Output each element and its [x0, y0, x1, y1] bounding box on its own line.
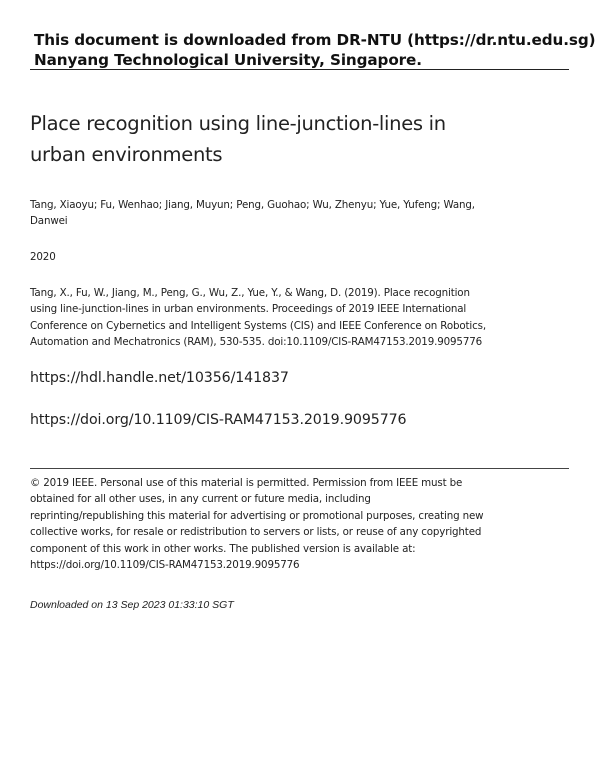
- handle-link[interactable]: https://hdl.handle.net/10356/141837: [30, 370, 289, 386]
- citation-block: [30, 285, 510, 351]
- title-line-2: urban environments: [30, 143, 223, 166]
- header-divider: [30, 69, 569, 70]
- title-line-1: Place recognition using line-junction-lines in: [30, 112, 446, 135]
- header-institution-line: Nanyang Technological University, Singapore.: [34, 51, 422, 69]
- download-timestamp: Downloaded on 13 Sep 2023 01:33:10 SGT: [30, 599, 234, 611]
- author-list: [30, 197, 500, 230]
- document-title: [30, 108, 490, 170]
- doi-link[interactable]: https://doi.org/10.1109/CIS-RAM47153.2019.9095776: [30, 412, 407, 428]
- copyright-line: obtained for all other uses, in any current or future media, including: [30, 493, 371, 506]
- copyright-divider: [30, 468, 569, 469]
- copyright-line: component of this work in other works. The published version is available at:: [30, 542, 416, 555]
- author-line-1: Tang, Xiaoyu; Fu, Wenhao; Jiang, Muyun; Peng, Guohao; Wu, Zhenyu; Yue, Yufeng; Wang,: [30, 199, 475, 211]
- citation-line: Automation and Mechatronics (RAM), 530-535. doi:10.1109/CIS-RAM47153.2019.9095776: [30, 336, 483, 349]
- copyright-line: collective works, for resale or redistribution to servers or lists, or reuse of any copyrighted: [30, 526, 482, 539]
- citation-line: Conference on Cybernetics and Intelligent Systems (CIS) and IEEE Conference on Robotics,: [30, 319, 486, 332]
- citation-line: Tang, X., Fu, W., Jiang, M., Peng, G., Wu, Z., Yue, Y., & Wang, D. (2019). Place recognition: [30, 287, 470, 299]
- publication-year: 2020: [30, 251, 56, 263]
- repository-header: [34, 30, 596, 70]
- copyright-notice: [30, 475, 520, 573]
- author-line-2: Danwei: [30, 215, 68, 228]
- copyright-doi-line: https://doi.org/10.1109/CIS-RAM47153.2019.9095776: [30, 559, 300, 572]
- copyright-line: © 2019 IEEE. Personal use of this material is permitted. Permission from IEEE must be: [30, 477, 463, 489]
- citation-line: using line-junction-lines in urban environments. Proceedings of 2019 IEEE International: [30, 303, 467, 316]
- header-source-line: This document is downloaded from DR-NTU (https://dr.ntu.edu.sg): [34, 31, 596, 49]
- copyright-line: reprinting/republishing this material for advertising or promotional purposes, creating new: [30, 509, 484, 522]
